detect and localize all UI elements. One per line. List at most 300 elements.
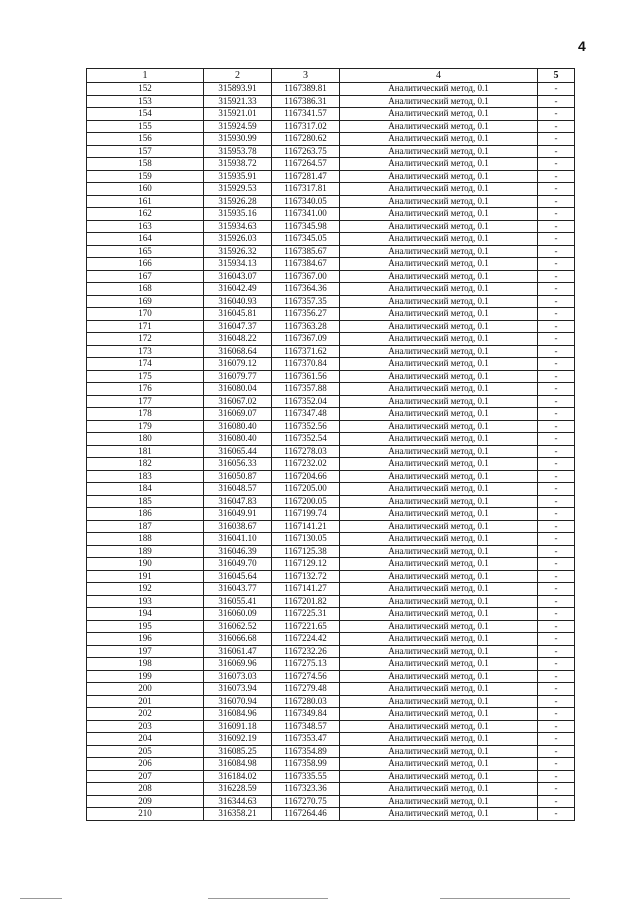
y-coordinate-cell: 1167263.75 — [272, 145, 340, 158]
y-coordinate-cell: 1167281.47 — [272, 170, 340, 183]
y-coordinate-cell: 1167370.84 — [272, 358, 340, 371]
description-cell: - — [538, 395, 575, 408]
description-cell: - — [538, 420, 575, 433]
y-coordinate-cell: 1167264.57 — [272, 158, 340, 171]
method-cell: Аналитический метод, 0.1 — [340, 608, 538, 621]
method-cell: Аналитический метод, 0.1 — [340, 683, 538, 696]
table-row — [87, 470, 575, 483]
method-cell: Аналитический метод, 0.1 — [340, 245, 538, 258]
y-coordinate-cell: 1167280.62 — [272, 133, 340, 146]
description-cell: - — [538, 195, 575, 208]
description-cell: - — [538, 133, 575, 146]
y-coordinate-cell: 1167275.13 — [272, 658, 340, 671]
description-cell: - — [538, 383, 575, 396]
point-number-cell: 196 — [87, 633, 204, 646]
y-coordinate-cell: 1167130.05 — [272, 533, 340, 546]
header-x-coordinate: 2 — [204, 69, 272, 83]
x-coordinate-cell: 315926.32 — [204, 245, 272, 258]
y-coordinate-cell: 1167280.03 — [272, 695, 340, 708]
y-coordinate-cell: 1167367.09 — [272, 333, 340, 346]
method-cell: Аналитический метод, 0.1 — [340, 220, 538, 233]
method-cell: Аналитический метод, 0.1 — [340, 258, 538, 271]
table-row — [87, 308, 575, 321]
header-description: 5 — [538, 69, 575, 83]
method-cell: Аналитический метод, 0.1 — [340, 445, 538, 458]
footer-rule — [20, 898, 62, 899]
description-cell: - — [538, 358, 575, 371]
point-number-cell: 180 — [87, 433, 204, 446]
table-row — [87, 658, 575, 671]
y-coordinate-cell: 1167141.27 — [272, 583, 340, 596]
y-coordinate-cell: 1167232.26 — [272, 645, 340, 658]
description-cell: - — [538, 470, 575, 483]
point-number-cell: 170 — [87, 308, 204, 321]
y-coordinate-cell: 1167347.48 — [272, 408, 340, 421]
method-cell: Аналитический метод, 0.1 — [340, 633, 538, 646]
method-cell: Аналитический метод, 0.1 — [340, 508, 538, 521]
point-number-cell: 209 — [87, 795, 204, 808]
x-coordinate-cell: 316040.93 — [204, 295, 272, 308]
description-cell: - — [538, 808, 575, 821]
method-cell: Аналитический метод, 0.1 — [340, 83, 538, 96]
point-number-cell: 176 — [87, 383, 204, 396]
table-row — [87, 595, 575, 608]
x-coordinate-cell: 316080.40 — [204, 433, 272, 446]
point-number-cell: 155 — [87, 120, 204, 133]
description-cell: - — [538, 545, 575, 558]
method-cell: Аналитический метод, 0.1 — [340, 520, 538, 533]
point-number-cell: 175 — [87, 370, 204, 383]
table-row — [87, 783, 575, 796]
x-coordinate-cell: 315893.91 — [204, 83, 272, 96]
x-coordinate-cell: 316055.41 — [204, 595, 272, 608]
description-cell: - — [538, 570, 575, 583]
description-cell: - — [538, 708, 575, 721]
x-coordinate-cell: 315934.63 — [204, 220, 272, 233]
y-coordinate-cell: 1167129.12 — [272, 558, 340, 571]
point-number-cell: 187 — [87, 520, 204, 533]
y-coordinate-cell: 1167371.62 — [272, 345, 340, 358]
x-coordinate-cell: 316056.33 — [204, 458, 272, 471]
description-cell: - — [538, 245, 575, 258]
description-cell: - — [538, 233, 575, 246]
table-row — [87, 220, 575, 233]
point-number-cell: 179 — [87, 420, 204, 433]
y-coordinate-cell: 1167384.67 — [272, 258, 340, 271]
x-coordinate-cell: 316073.03 — [204, 670, 272, 683]
table-row — [87, 145, 575, 158]
table-row — [87, 620, 575, 633]
table-row — [87, 195, 575, 208]
description-cell: - — [538, 520, 575, 533]
point-number-cell: 168 — [87, 283, 204, 296]
description-cell: - — [538, 558, 575, 571]
table-row — [87, 320, 575, 333]
x-coordinate-cell: 316047.83 — [204, 495, 272, 508]
description-cell: - — [538, 495, 575, 508]
point-number-cell: 193 — [87, 595, 204, 608]
table-row — [87, 395, 575, 408]
method-cell: Аналитический метод, 0.1 — [340, 270, 538, 283]
description-cell: - — [538, 270, 575, 283]
y-coordinate-cell: 1167264.46 — [272, 808, 340, 821]
description-cell: - — [538, 120, 575, 133]
table-row — [87, 508, 575, 521]
table-row — [87, 808, 575, 821]
table-row — [87, 545, 575, 558]
method-cell: Аналитический метод, 0.1 — [340, 770, 538, 783]
method-cell: Аналитический метод, 0.1 — [340, 395, 538, 408]
y-coordinate-cell: 1167224.42 — [272, 633, 340, 646]
description-cell: - — [538, 220, 575, 233]
x-coordinate-cell: 316079.12 — [204, 358, 272, 371]
description-cell: - — [538, 458, 575, 471]
x-coordinate-cell: 316060.09 — [204, 608, 272, 621]
x-coordinate-cell: 316047.37 — [204, 320, 272, 333]
point-number-cell: 164 — [87, 233, 204, 246]
y-coordinate-cell: 1167274.56 — [272, 670, 340, 683]
y-coordinate-cell: 1167317.02 — [272, 120, 340, 133]
description-cell: - — [538, 108, 575, 121]
method-cell: Аналитический метод, 0.1 — [340, 458, 538, 471]
y-coordinate-cell: 1167204.66 — [272, 470, 340, 483]
table-row — [87, 108, 575, 121]
x-coordinate-cell: 316048.57 — [204, 483, 272, 496]
y-coordinate-cell: 1167270.75 — [272, 795, 340, 808]
method-cell: Аналитический метод, 0.1 — [340, 295, 538, 308]
footer-rule — [208, 898, 328, 899]
table-row — [87, 358, 575, 371]
x-coordinate-cell: 315934.13 — [204, 258, 272, 271]
y-coordinate-cell: 1167348.57 — [272, 720, 340, 733]
table-row — [87, 795, 575, 808]
header-point-number: 1 — [87, 69, 204, 83]
point-number-cell: 198 — [87, 658, 204, 671]
description-cell: - — [538, 345, 575, 358]
x-coordinate-cell: 316045.64 — [204, 570, 272, 583]
x-coordinate-cell: 316041.10 — [204, 533, 272, 546]
description-cell: - — [538, 83, 575, 96]
point-number-cell: 162 — [87, 208, 204, 221]
y-coordinate-cell: 1167352.56 — [272, 420, 340, 433]
point-number-cell: 166 — [87, 258, 204, 271]
point-number-cell: 173 — [87, 345, 204, 358]
method-cell: Аналитический метод, 0.1 — [340, 620, 538, 633]
point-number-cell: 181 — [87, 445, 204, 458]
table-row — [87, 245, 575, 258]
x-coordinate-cell: 316045.81 — [204, 308, 272, 321]
y-coordinate-cell: 1167341.00 — [272, 208, 340, 221]
x-coordinate-cell: 316068.64 — [204, 345, 272, 358]
y-coordinate-cell: 1167386.31 — [272, 95, 340, 108]
table-header-row — [87, 69, 575, 83]
point-number-cell: 153 — [87, 95, 204, 108]
point-number-cell: 182 — [87, 458, 204, 471]
point-number-cell: 174 — [87, 358, 204, 371]
x-coordinate-cell: 316046.39 — [204, 545, 272, 558]
point-number-cell: 169 — [87, 295, 204, 308]
method-cell: Аналитический метод, 0.1 — [340, 758, 538, 771]
point-number-cell: 184 — [87, 483, 204, 496]
table-row — [87, 708, 575, 721]
table-row — [87, 345, 575, 358]
x-coordinate-cell: 315930.99 — [204, 133, 272, 146]
point-number-cell: 208 — [87, 783, 204, 796]
description-cell: - — [538, 445, 575, 458]
table-row — [87, 670, 575, 683]
point-number-cell: 191 — [87, 570, 204, 583]
x-coordinate-cell: 315924.59 — [204, 120, 272, 133]
table-row — [87, 520, 575, 533]
y-coordinate-cell: 1167200.05 — [272, 495, 340, 508]
point-number-cell: 210 — [87, 808, 204, 821]
point-number-cell: 190 — [87, 558, 204, 571]
table-row — [87, 570, 575, 583]
description-cell: - — [538, 658, 575, 671]
x-coordinate-cell: 315938.72 — [204, 158, 272, 171]
x-coordinate-cell: 316048.22 — [204, 333, 272, 346]
y-coordinate-cell: 1167389.81 — [272, 83, 340, 96]
point-number-cell: 152 — [87, 83, 204, 96]
method-cell: Аналитический метод, 0.1 — [340, 708, 538, 721]
table-row — [87, 433, 575, 446]
table-body — [87, 83, 575, 821]
point-number-cell: 207 — [87, 770, 204, 783]
point-number-cell: 172 — [87, 333, 204, 346]
description-cell: - — [538, 370, 575, 383]
y-coordinate-cell: 1167357.88 — [272, 383, 340, 396]
x-coordinate-cell: 316050.87 — [204, 470, 272, 483]
y-coordinate-cell: 1167353.47 — [272, 733, 340, 746]
description-cell: - — [538, 533, 575, 546]
table-row — [87, 583, 575, 596]
description-cell: - — [538, 645, 575, 658]
table-row — [87, 295, 575, 308]
description-cell: - — [538, 295, 575, 308]
method-cell: Аналитический метод, 0.1 — [340, 170, 538, 183]
method-cell: Аналитический метод, 0.1 — [340, 320, 538, 333]
method-cell: Аналитический метод, 0.1 — [340, 233, 538, 246]
point-number-cell: 192 — [87, 583, 204, 596]
method-cell: Аналитический метод, 0.1 — [340, 533, 538, 546]
x-coordinate-cell: 316061.47 — [204, 645, 272, 658]
point-number-cell: 197 — [87, 645, 204, 658]
y-coordinate-cell: 1167361.56 — [272, 370, 340, 383]
method-cell: Аналитический метод, 0.1 — [340, 358, 538, 371]
point-number-cell: 163 — [87, 220, 204, 233]
description-cell: - — [538, 620, 575, 633]
method-cell: Аналитический метод, 0.1 — [340, 545, 538, 558]
y-coordinate-cell: 1167341.57 — [272, 108, 340, 121]
table-row — [87, 695, 575, 708]
table-row — [87, 208, 575, 221]
y-coordinate-cell: 1167335.55 — [272, 770, 340, 783]
table-row — [87, 333, 575, 346]
point-number-cell: 156 — [87, 133, 204, 146]
table-row — [87, 120, 575, 133]
point-number-cell: 204 — [87, 733, 204, 746]
method-cell: Аналитический метод, 0.1 — [340, 558, 538, 571]
description-cell: - — [538, 170, 575, 183]
description-cell: - — [538, 683, 575, 696]
method-cell: Аналитический метод, 0.1 — [340, 470, 538, 483]
header-method: 4 — [340, 69, 538, 83]
method-cell: Аналитический метод, 0.1 — [340, 645, 538, 658]
point-number-cell: 200 — [87, 683, 204, 696]
y-coordinate-cell: 1167125.38 — [272, 545, 340, 558]
description-cell: - — [538, 308, 575, 321]
x-coordinate-cell: 315926.28 — [204, 195, 272, 208]
x-coordinate-cell: 316092.19 — [204, 733, 272, 746]
x-coordinate-cell: 315935.16 — [204, 208, 272, 221]
method-cell: Аналитический метод, 0.1 — [340, 370, 538, 383]
description-cell: - — [538, 283, 575, 296]
table-row — [87, 170, 575, 183]
table-row — [87, 370, 575, 383]
description-cell: - — [538, 333, 575, 346]
method-cell: Аналитический метод, 0.1 — [340, 483, 538, 496]
point-number-cell: 167 — [87, 270, 204, 283]
table-row — [87, 445, 575, 458]
table-row — [87, 645, 575, 658]
table-row — [87, 533, 575, 546]
table-row — [87, 83, 575, 96]
table-row — [87, 383, 575, 396]
point-number-cell: 202 — [87, 708, 204, 721]
table-row — [87, 408, 575, 421]
y-coordinate-cell: 1167349.84 — [272, 708, 340, 721]
table-row — [87, 495, 575, 508]
description-cell: - — [538, 695, 575, 708]
description-cell: - — [538, 783, 575, 796]
y-coordinate-cell: 1167317.81 — [272, 183, 340, 196]
y-coordinate-cell: 1167358.99 — [272, 758, 340, 771]
y-coordinate-cell: 1167363.28 — [272, 320, 340, 333]
description-cell: - — [538, 733, 575, 746]
header-y-coordinate: 3 — [272, 69, 340, 83]
point-number-cell: 199 — [87, 670, 204, 683]
table-row — [87, 720, 575, 733]
y-coordinate-cell: 1167201.82 — [272, 595, 340, 608]
x-coordinate-cell: 316049.70 — [204, 558, 272, 571]
table-row — [87, 483, 575, 496]
description-cell: - — [538, 795, 575, 808]
method-cell: Аналитический метод, 0.1 — [340, 670, 538, 683]
x-coordinate-cell: 316080.40 — [204, 420, 272, 433]
description-cell: - — [538, 720, 575, 733]
coordinates-table — [86, 68, 575, 821]
table-row — [87, 633, 575, 646]
y-coordinate-cell: 1167232.02 — [272, 458, 340, 471]
y-coordinate-cell: 1167357.35 — [272, 295, 340, 308]
point-number-cell: 160 — [87, 183, 204, 196]
point-number-cell: 154 — [87, 108, 204, 121]
point-number-cell: 194 — [87, 608, 204, 621]
table-row — [87, 770, 575, 783]
x-coordinate-cell: 315929.53 — [204, 183, 272, 196]
description-cell: - — [538, 158, 575, 171]
y-coordinate-cell: 1167205.00 — [272, 483, 340, 496]
method-cell: Аналитический метод, 0.1 — [340, 208, 538, 221]
description-cell: - — [538, 745, 575, 758]
x-coordinate-cell: 316065.44 — [204, 445, 272, 458]
description-cell: - — [538, 770, 575, 783]
point-number-cell: 161 — [87, 195, 204, 208]
table-row — [87, 133, 575, 146]
point-number-cell: 195 — [87, 620, 204, 633]
point-number-cell: 189 — [87, 545, 204, 558]
x-coordinate-cell: 316042.49 — [204, 283, 272, 296]
y-coordinate-cell: 1167345.98 — [272, 220, 340, 233]
method-cell: Аналитический метод, 0.1 — [340, 158, 538, 171]
method-cell: Аналитический метод, 0.1 — [340, 658, 538, 671]
table-row — [87, 420, 575, 433]
method-cell: Аналитический метод, 0.1 — [340, 808, 538, 821]
method-cell: Аналитический метод, 0.1 — [340, 333, 538, 346]
x-coordinate-cell: 316070.94 — [204, 695, 272, 708]
point-number-cell: 177 — [87, 395, 204, 408]
point-number-cell: 183 — [87, 470, 204, 483]
method-cell: Аналитический метод, 0.1 — [340, 145, 538, 158]
y-coordinate-cell: 1167352.04 — [272, 395, 340, 408]
method-cell: Аналитический метод, 0.1 — [340, 383, 538, 396]
y-coordinate-cell: 1167352.54 — [272, 433, 340, 446]
x-coordinate-cell: 315926.03 — [204, 233, 272, 246]
y-coordinate-cell: 1167340.05 — [272, 195, 340, 208]
table-row — [87, 733, 575, 746]
method-cell: Аналитический метод, 0.1 — [340, 720, 538, 733]
point-number-cell: 186 — [87, 508, 204, 521]
point-number-cell: 171 — [87, 320, 204, 333]
table-row — [87, 458, 575, 471]
x-coordinate-cell: 316043.07 — [204, 270, 272, 283]
x-coordinate-cell: 316080.04 — [204, 383, 272, 396]
y-coordinate-cell: 1167199.74 — [272, 508, 340, 521]
table-row — [87, 270, 575, 283]
table-row — [87, 283, 575, 296]
table-row — [87, 158, 575, 171]
description-cell: - — [538, 670, 575, 683]
method-cell: Аналитический метод, 0.1 — [340, 195, 538, 208]
page-number: 4 — [578, 38, 586, 54]
x-coordinate-cell: 316069.96 — [204, 658, 272, 671]
table-row — [87, 558, 575, 571]
method-cell: Аналитический метод, 0.1 — [340, 420, 538, 433]
y-coordinate-cell: 1167225.31 — [272, 608, 340, 621]
x-coordinate-cell: 315921.01 — [204, 108, 272, 121]
x-coordinate-cell: 316091.18 — [204, 720, 272, 733]
method-cell: Аналитический метод, 0.1 — [340, 108, 538, 121]
method-cell: Аналитический метод, 0.1 — [340, 283, 538, 296]
x-coordinate-cell: 316084.96 — [204, 708, 272, 721]
point-number-cell: 178 — [87, 408, 204, 421]
x-coordinate-cell: 316084.98 — [204, 758, 272, 771]
x-coordinate-cell: 315953.78 — [204, 145, 272, 158]
description-cell: - — [538, 633, 575, 646]
point-number-cell: 201 — [87, 695, 204, 708]
point-number-cell: 159 — [87, 170, 204, 183]
description-cell: - — [538, 583, 575, 596]
y-coordinate-cell: 1167364.36 — [272, 283, 340, 296]
table-row — [87, 745, 575, 758]
description-cell: - — [538, 483, 575, 496]
x-coordinate-cell: 316358.21 — [204, 808, 272, 821]
table-row — [87, 758, 575, 771]
description-cell: - — [538, 208, 575, 221]
x-coordinate-cell: 316038.67 — [204, 520, 272, 533]
y-coordinate-cell: 1167356.27 — [272, 308, 340, 321]
table-row — [87, 233, 575, 246]
